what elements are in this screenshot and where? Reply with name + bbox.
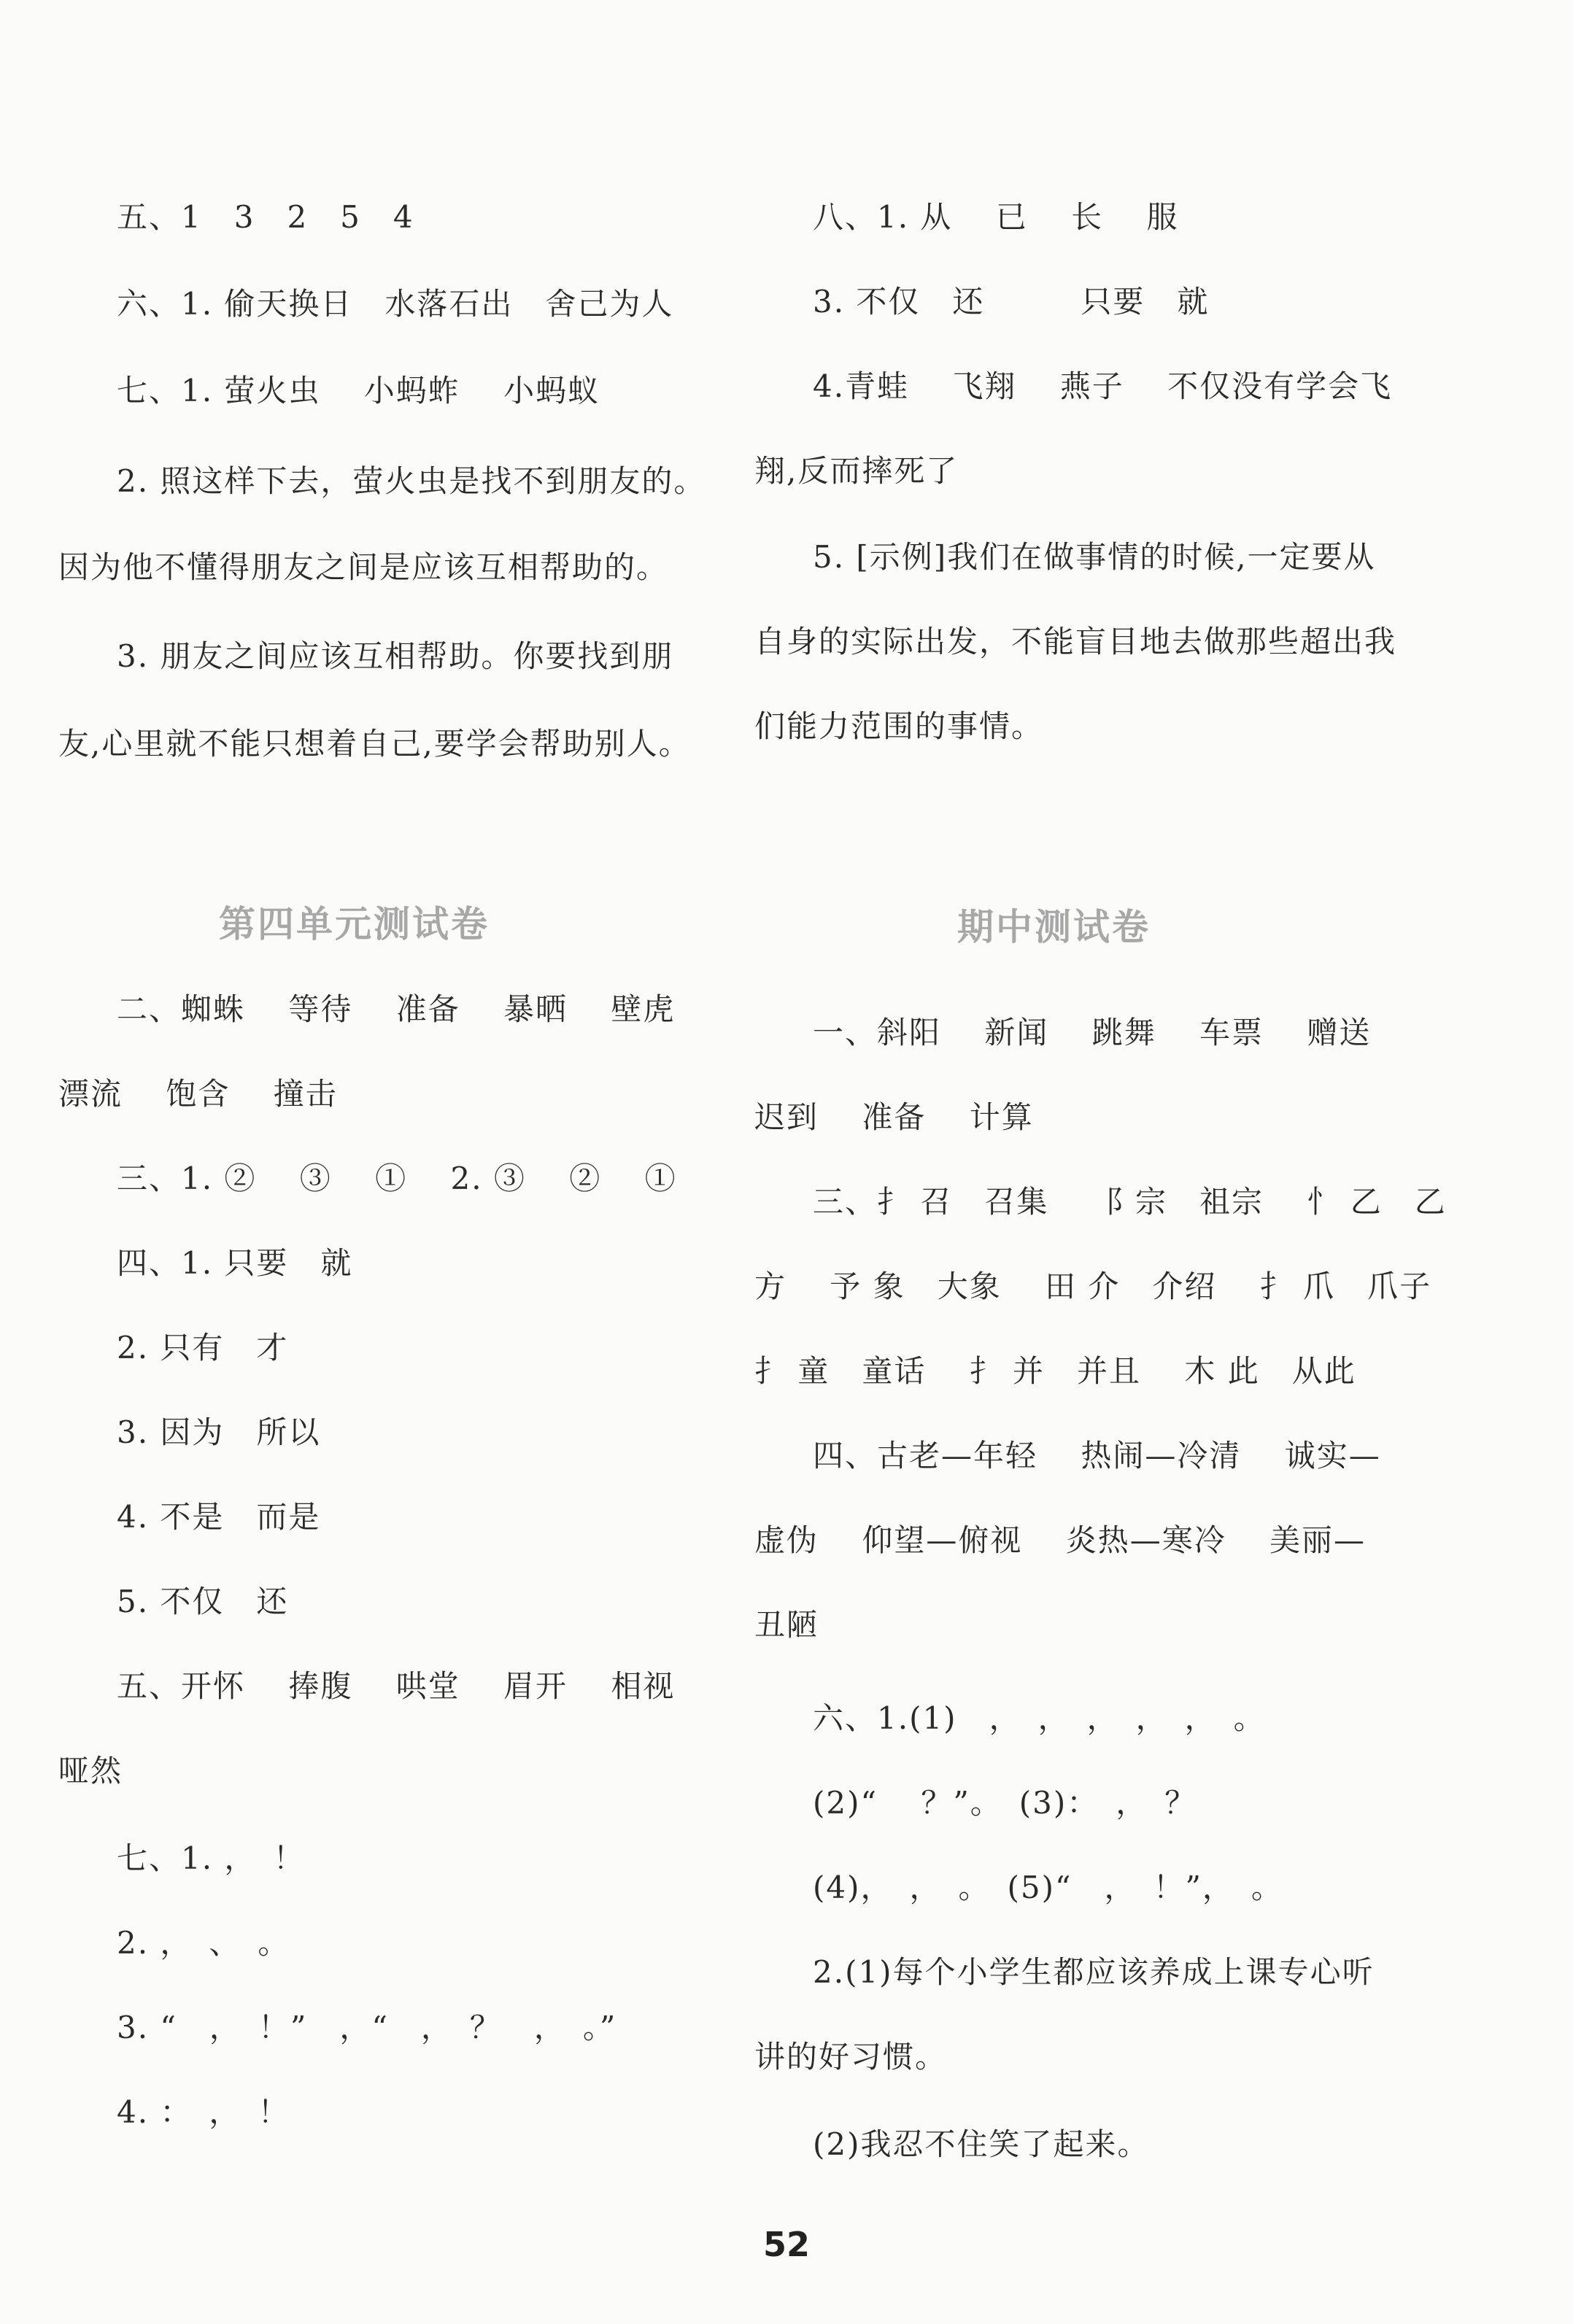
answer-line: 四、古老—年轻 热闹—冷清 诚实—: [813, 1438, 1381, 1473]
answer-line: 哑然: [58, 1753, 123, 1789]
answer-line: 七、1. ， ！: [117, 1840, 306, 1876]
answer-line: 因为他不懂得朋友之间是应该互相帮助的。: [58, 549, 669, 585]
answer-line: 三、扌 召 召集 ⻏ 宗 祖宗 忄 乙 乙: [813, 1184, 1447, 1220]
answer-line: 扌 童 童话 扌 并 并且 木 此 从此: [754, 1353, 1356, 1389]
answer-line: 5. [示例]我们在做事情的时候,一定要从: [813, 539, 1376, 575]
answer-line: 漂流 饱含 撞击: [58, 1076, 338, 1112]
answer-line: 七、1. 萤火虫 小蚂蚱 小蚂蚁: [117, 373, 600, 408]
answer-line: 八、1. 从 已 长 服: [813, 199, 1179, 235]
answer-line: 2. 只有 才: [117, 1330, 289, 1366]
answer-line: 一、斜阳 新闻 跳舞 车票 赠送: [813, 1015, 1372, 1050]
answer-line: 二、蜘蛛 等待 准备 暴晒 壁虎: [117, 991, 676, 1027]
answer-line: 迟到 准备 计算: [754, 1099, 1034, 1135]
answer-line: 五、1 3 2 5 4: [117, 199, 414, 235]
answer-line: 3. 因为 所以: [117, 1414, 321, 1450]
answer-line: 六、1.(1) ， ， ， ， ， 。: [813, 1700, 1266, 1736]
answer-line: 3. 不仅 还 只要 就: [813, 284, 1210, 319]
answer-line: 丑陋: [754, 1607, 819, 1643]
answer-line: 3. “ ， ！” ，“ ， ？ ， 。”: [117, 2010, 617, 2045]
answer-line: 3. 朋友之间应该互相帮助。你要找到朋: [117, 638, 674, 674]
answer-line: 4.青蛙 飞翔 燕子 不仅没有学会飞: [813, 368, 1393, 404]
answer-line: (2)我忍不住笑了起来。: [813, 2126, 1150, 2162]
answer-line: 2.(1)每个小学生都应该养成上课专心听: [813, 1954, 1375, 1990]
answer-line: 四、1. 只要 就: [117, 1245, 353, 1281]
answer-line: (2)“ ？”。 (3)： ， ？: [813, 1785, 1197, 1821]
answer-line: 三、1. ② ③ ① 2. ③ ② ①: [117, 1161, 677, 1196]
answer-line: 4. 不是 而是: [117, 1499, 321, 1535]
answer-line: 5. 不仅 还: [117, 1584, 289, 1619]
answer-line: (4)， ， 。 (5)“ ， ！”， 。: [813, 1870, 1283, 1905]
answer-line: 五、开怀 捧腹 哄堂 眉开 相视: [117, 1668, 676, 1704]
page-number: 52: [762, 2225, 810, 2264]
answer-line: 自身的实际出发，不能盲目地去做那些超出我: [754, 624, 1397, 659]
answer-line: 4. ： ， ！: [117, 2094, 290, 2130]
answer-line: 讲的好习惯。: [754, 2039, 948, 2075]
section-title: 第四单元测试卷: [219, 902, 490, 945]
answer-line: 翔,反而摔死了: [754, 453, 959, 489]
answer-line: 六、1. 偷天换日 水落石出 舍己为人: [117, 286, 674, 322]
answer-line: 们能力范围的事情。: [754, 708, 1044, 744]
answer-line: 友,心里就不能只想着自己,要学会帮助别人。: [58, 726, 691, 762]
answer-line: 虚伪 仰望—俯视 炎热—寒冷 美丽—: [754, 1522, 1367, 1558]
answer-line: 方 予 象 大象 田 介 介绍 扌 爪 爪子: [754, 1268, 1432, 1304]
answer-line: 2. 照这样下去，萤火虫是找不到朋友的。: [117, 463, 706, 499]
answer-line: 2. ， 、 。: [117, 1925, 290, 1961]
section-title: 期中测试卷: [957, 905, 1151, 948]
